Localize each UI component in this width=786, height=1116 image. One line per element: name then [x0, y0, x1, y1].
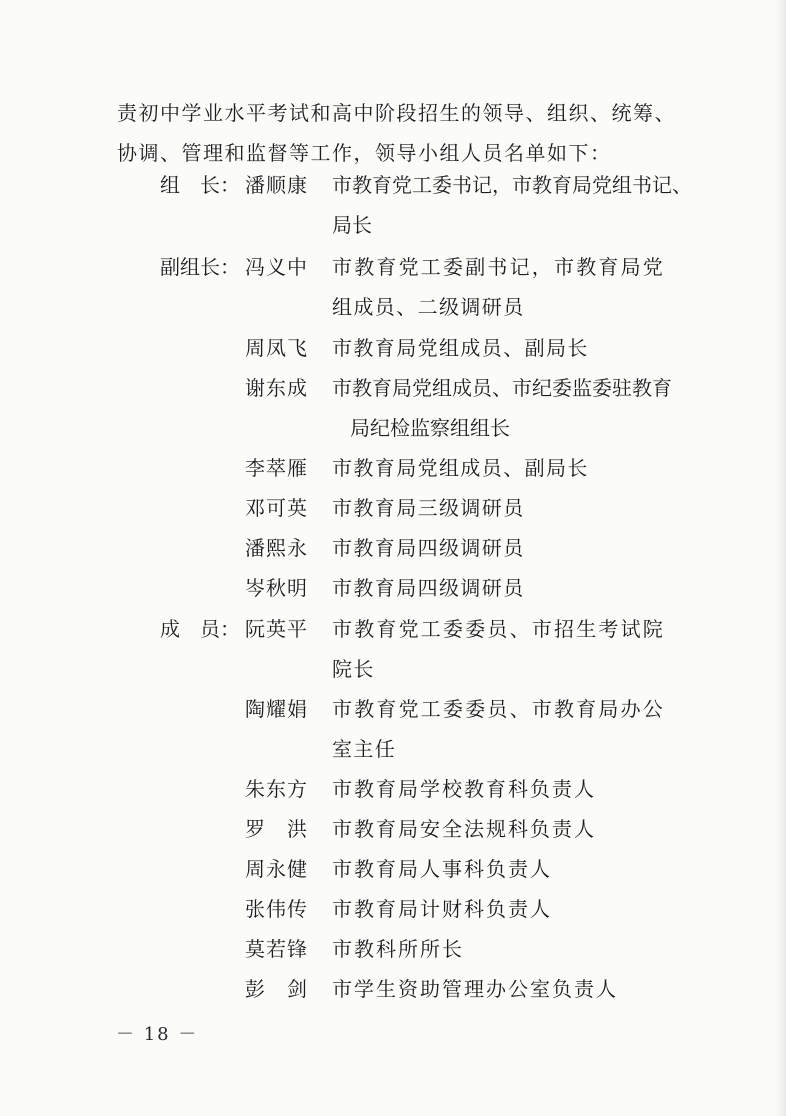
roster-title: 市教育局党组成员、副局长	[332, 456, 589, 480]
roster-name: 周凤飞	[245, 336, 308, 360]
roster-title: 市教育局党组成员、市纪委监委驻教育	[332, 376, 672, 400]
intro-line-1: 责初中学业水平考试和高中阶段招生的领导、组织、统筹、	[117, 101, 676, 125]
roster-title: 市教育局学校教育科负责人	[332, 777, 596, 801]
roster-name: 张伟传	[245, 897, 308, 921]
roster-role: 组 长：	[160, 173, 240, 197]
roster-name: 彭 剑	[245, 977, 308, 1001]
roster-title-cont: 局长	[332, 213, 372, 237]
page-number: － 18 －	[116, 1024, 199, 1045]
roster-title-cont: 院长	[332, 657, 375, 681]
roster-title-cont: 局纪检监察组组长	[350, 416, 510, 440]
roster-title: 市教育党工委委员、市招生考试院	[332, 617, 665, 641]
roster-name: 潘熙永	[245, 536, 308, 560]
roster-title: 市教育党工委委员、市教育局办公	[332, 697, 665, 721]
roster-title: 市教育党工委副书记，市教育局党	[332, 255, 665, 279]
roster-title-cont: 室主任	[332, 737, 397, 761]
roster-name: 岑秋明	[245, 576, 308, 600]
roster-name: 陶耀娟	[245, 697, 308, 721]
roster-name: 潘顺康	[245, 173, 308, 197]
roster-name: 罗 洪	[245, 817, 308, 841]
roster-name: 朱东方	[245, 777, 308, 801]
intro-line-2: 协调、管理和监督等工作，领导小组人员名单如下：	[117, 141, 612, 165]
roster-title: 市教育局人事科负责人	[332, 857, 552, 881]
roster-title: 市教育局党组成员、副局长	[332, 336, 589, 360]
roster-title: 市教育局四级调研员	[332, 536, 525, 560]
roster-name: 莫若锋	[245, 937, 308, 961]
roster-title-cont: 组成员、二级调研员	[332, 295, 525, 319]
roster-name: 冯义中	[245, 255, 308, 279]
roster-title: 市学生资助管理办公室负责人	[332, 977, 618, 1001]
roster-role: 副组长：	[160, 255, 240, 279]
roster-title: 市教育局计财科负责人	[332, 897, 552, 921]
roster-title: 市教科所所长	[332, 937, 464, 961]
roster-title: 市教育局安全法规科负责人	[332, 817, 596, 841]
roster-role: 成 员：	[160, 617, 240, 641]
roster-name: 阮英平	[245, 617, 308, 641]
roster-name: 谢东成	[245, 376, 308, 400]
roster-title: 市教育局四级调研员	[332, 576, 525, 600]
roster-name: 周永健	[245, 857, 308, 881]
roster-title: 市教育党工委书记，市教育局党组书记、	[332, 173, 692, 197]
roster-name: 邓可英	[245, 496, 308, 520]
roster-name: 李萃雁	[245, 456, 308, 480]
roster-title: 市教育局三级调研员	[332, 496, 525, 520]
